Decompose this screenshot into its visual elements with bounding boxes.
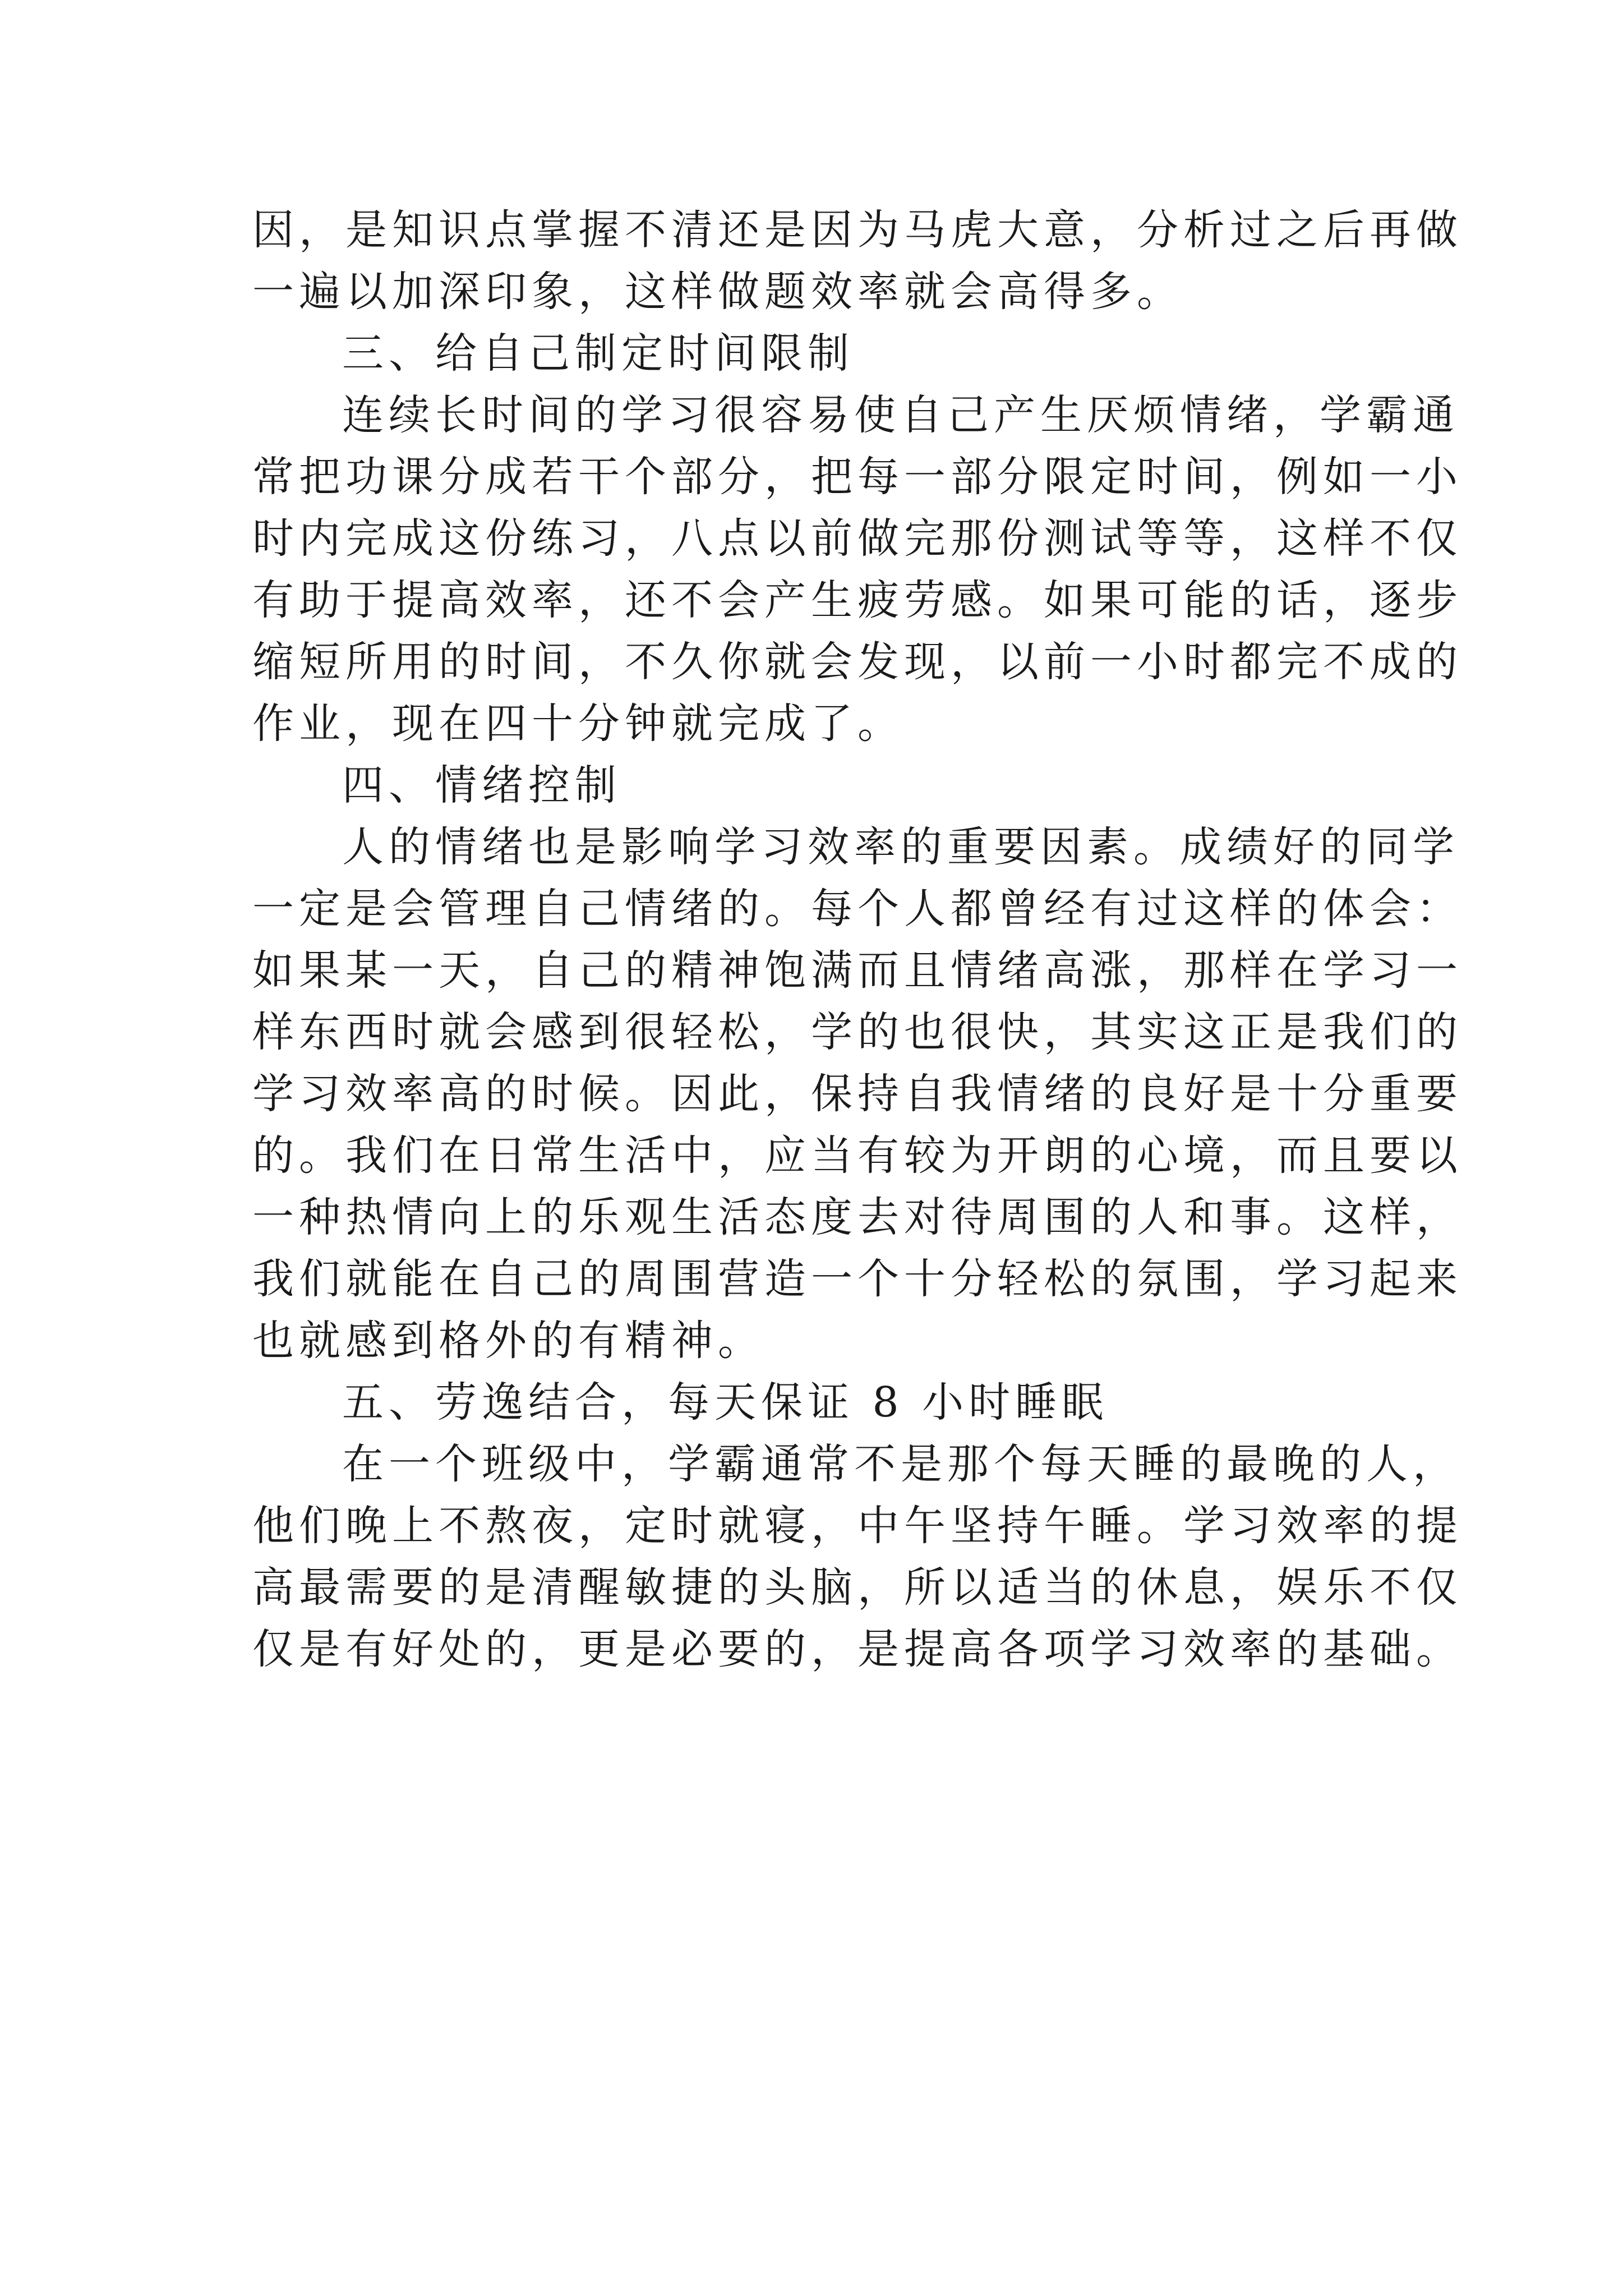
document-body bbox=[252, 199, 1463, 1680]
paragraph-first-line: 人的情绪也是影响学习效率的重要因素。成绩好的同学 bbox=[342, 823, 1459, 871]
text-line: 高最需要的是清醒敏捷的头脑，所以适当的休息，娱乐不仅 bbox=[252, 1563, 1463, 1612]
section-heading-5: 五、劳逸结合，每天保证 8 小时睡眠 bbox=[342, 1378, 1109, 1427]
text-line: 一遍以加深印象，这样做题效率就会高得多。 bbox=[252, 268, 1183, 316]
text-line: 常把功课分成若干个部分，把每一部分限定时间，例如一小 bbox=[252, 453, 1463, 501]
text-line: 一定是会管理自己情绪的。每个人都曾经有过这样的体会： bbox=[252, 885, 1463, 933]
text-line: 仅是有好处的，更是必要的，是提高各项学习效率的基础。 bbox=[252, 1625, 1463, 1673]
text-line: 的。我们在日常生活中，应当有较为开朗的心境，而且要以 bbox=[252, 1131, 1463, 1180]
text-line: 作业，现在四十分钟就完成了。 bbox=[252, 700, 904, 748]
paragraph-first-line: 在一个班级中，学霸通常不是那个每天睡的最晚的人， bbox=[342, 1440, 1459, 1488]
text-line: 我们就能在自己的周围营造一个十分轻松的氛围，学习起来 bbox=[252, 1255, 1463, 1303]
text-line: 因，是知识点掌握不清还是因为马虎大意，分析过之后再做 bbox=[252, 206, 1463, 254]
text-line: 缩短所用的时间，不久你就会发现，以前一小时都完不成的 bbox=[252, 638, 1463, 686]
section-heading-3: 三、给自己制定时间限制 bbox=[342, 329, 854, 378]
text-line: 一种热情向上的乐观生活态度去对待周围的人和事。这样， bbox=[252, 1193, 1463, 1241]
text-line: 学习效率高的时候。因此，保持自我情绪的良好是十分重要 bbox=[252, 1070, 1463, 1118]
text-line: 有助于提高效率，还不会产生疲劳感。如果可能的话，逐步 bbox=[252, 576, 1463, 624]
text-line: 他们晚上不熬夜，定时就寝，中午坚持午睡。学习效率的提 bbox=[252, 1502, 1463, 1550]
paragraph-first-line: 连续长时间的学习很容易使自己产生厌烦情绪，学霸通 bbox=[342, 391, 1459, 439]
text-line: 如果某一天，自己的精神饱满而且情绪高涨，那样在学习一 bbox=[252, 946, 1463, 995]
section-heading-4: 四、情绪控制 bbox=[342, 761, 621, 809]
text-line: 时内完成这份练习，八点以前做完那份测试等等，这样不仅 bbox=[252, 514, 1463, 563]
text-line: 也就感到格外的有精神。 bbox=[252, 1317, 764, 1365]
text-line: 样东西时就会感到很轻松，学的也很快，其实这正是我们的 bbox=[252, 1008, 1463, 1056]
